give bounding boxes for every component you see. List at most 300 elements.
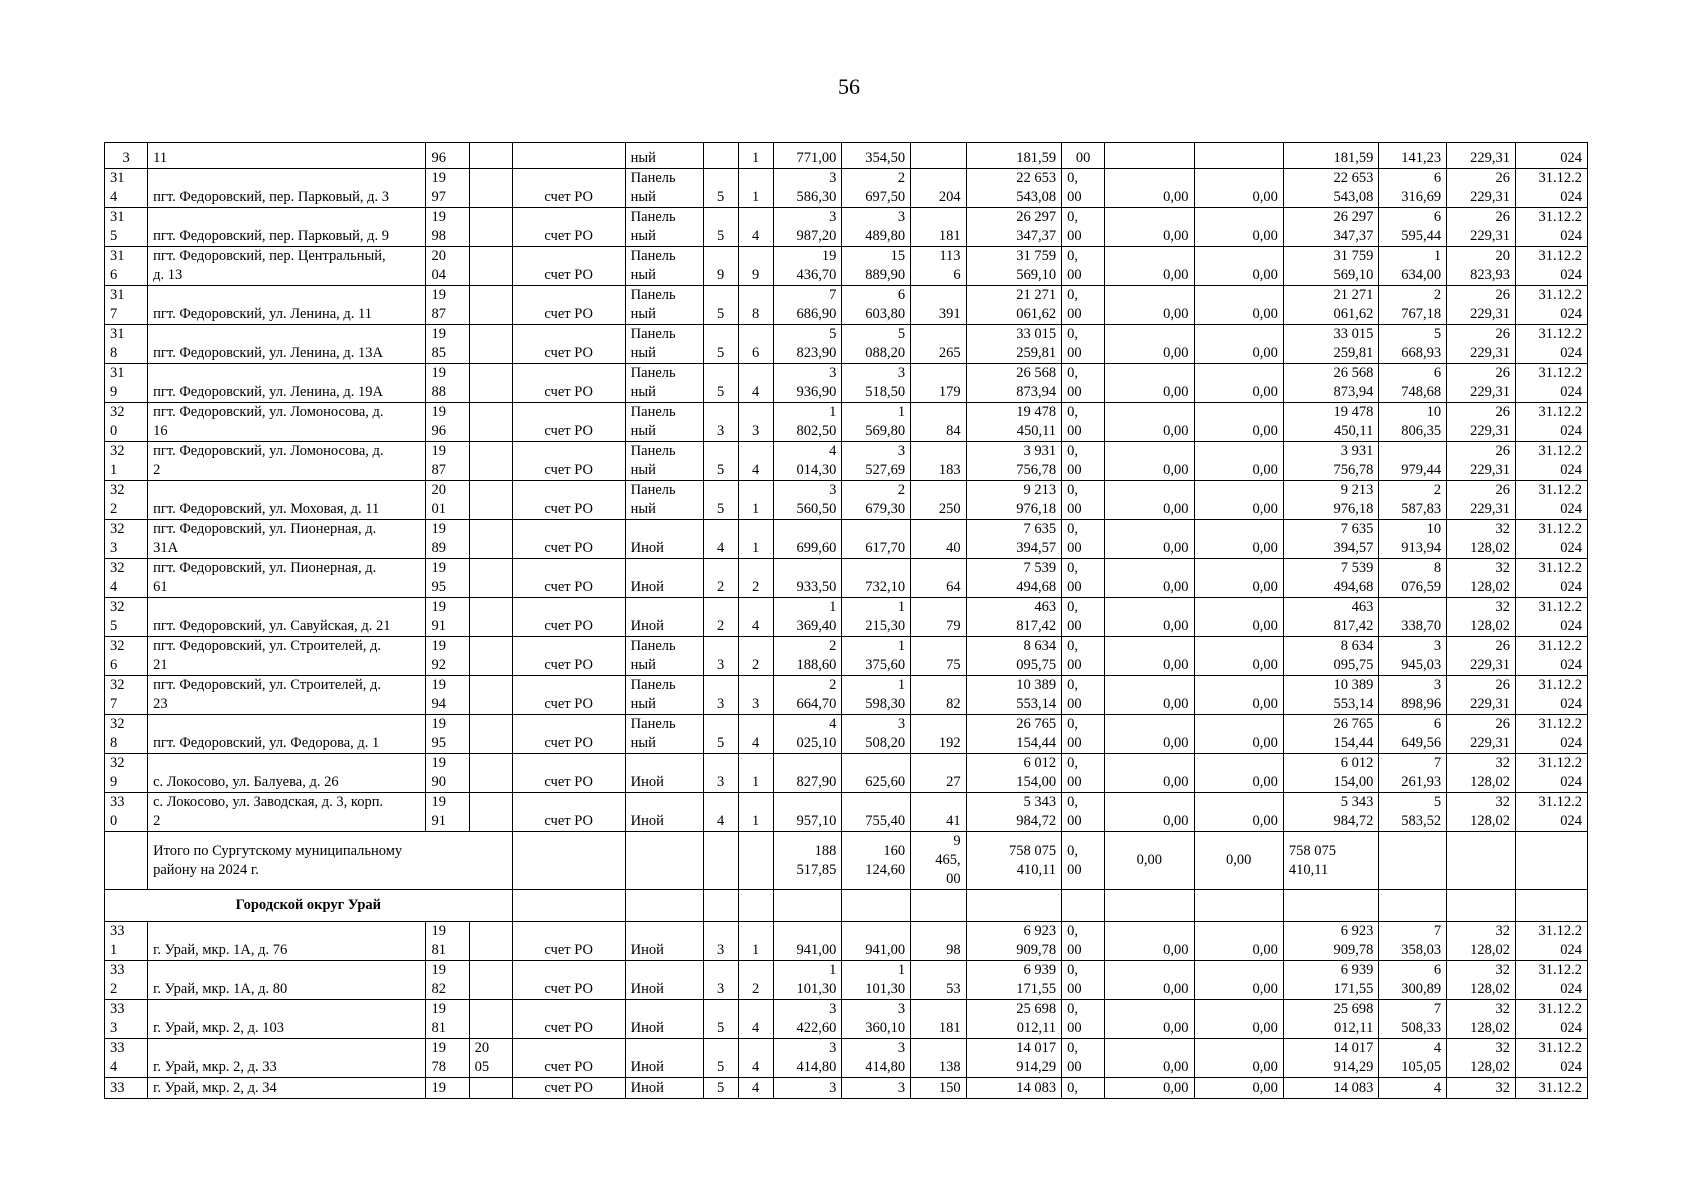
table-row [105,208,1588,247]
table-cell: 181,59 [966,143,1062,169]
total-area-cell: 2 664,70 [773,676,842,715]
deadline-cell: 31.12.2 024 [1515,961,1587,1000]
unit-cost-cell: 4 105,05 [1379,1039,1447,1078]
fund-method-cell: счет РО [512,364,625,403]
total-area-cell: 933,50 [773,559,842,598]
registry-body [105,143,1588,1099]
residents-cell: 113 6 [911,247,966,286]
row-number-cell: 31 8 [105,325,148,364]
deadline-cell: 31.12.2 024 [1515,364,1587,403]
year-renovated-cell [469,793,512,832]
deadline-cell: 31.12.2 024 [1515,922,1587,961]
entrances-cell: 4 [738,208,773,247]
entrances-cell: 4 [738,364,773,403]
wall-material-cell: Панель ный [625,208,703,247]
table-cell: 141,23 [1379,143,1447,169]
year-renovated-cell [469,961,512,1000]
living-area-cell: 3 414,80 [842,1039,911,1078]
year-built-cell: 19 81 [426,922,469,961]
address-cell: пгт. Федоровский, пер. Парковый, д. 9 [148,208,426,247]
cost-cell: 0,00 [1194,481,1283,520]
row-number-cell: 33 3 [105,1000,148,1039]
table-cell: 3 [842,1078,911,1099]
entrances-cell: 2 [738,637,773,676]
floors-cell: 3 [703,676,738,715]
floors-cell: 5 [703,442,738,481]
total-area-cell: 3 560,50 [773,481,842,520]
owners-funds-cell: 758 075 410,11 [1283,832,1379,890]
repair-cost-cell: 26 765 154,44 [966,715,1062,754]
living-area-cell: 2 679,30 [842,481,911,520]
max-unit-cost-cell: 26 229,31 [1447,676,1516,715]
entrances-cell: 1 [738,169,773,208]
table-row [105,520,1588,559]
unit-cost-cell: 1 634,00 [1379,247,1447,286]
residents-cell: 75 [911,637,966,676]
unit-cost-cell: 7 358,03 [1379,922,1447,961]
row-number-cell: 32 6 [105,637,148,676]
cost-cell: 0,00 [1105,754,1194,793]
repair-cost-cell: 25 698 012,11 [966,1000,1062,1039]
row-number-cell: 32 8 [105,715,148,754]
entrances-cell: 1 [738,754,773,793]
address-cell: пгт. Федоровский, ул. Пионерная, д. 31А [148,520,426,559]
total-area-cell: 2 188,60 [773,637,842,676]
max-unit-cost-cell: 26 229,31 [1447,286,1516,325]
repair-cost-cell: 26 568 873,94 [966,364,1062,403]
address-cell: пгт. Федоровский, ул. Федорова, д. 1 [148,715,426,754]
residents-cell: 64 [911,559,966,598]
table-cell [1194,143,1283,169]
year-built-cell: 19 89 [426,520,469,559]
section-row [105,890,1588,922]
deadline-cell: 31.12.2 024 [1515,754,1587,793]
year-built-cell: 19 91 [426,793,469,832]
cost-share-cell: 0, 00 [1062,1039,1105,1078]
year-built-cell: 19 87 [426,442,469,481]
table-row [105,403,1588,442]
table-cell: 32 [1447,1078,1516,1099]
cost-cell: 0,00 [1194,169,1283,208]
cost-cell: 0,00 [1105,961,1194,1000]
table-cell [469,143,512,169]
deadline-cell: 31.12.2 024 [1515,286,1587,325]
floors-cell: 5 [703,325,738,364]
owners-funds-cell: 22 653 543,08 [1283,169,1379,208]
residents-cell: 98 [911,922,966,961]
fund-method-cell: счет РО [512,286,625,325]
living-area-cell: 1 375,60 [842,637,911,676]
entrances-cell: 4 [738,598,773,637]
table-cell [1105,143,1194,169]
year-renovated-cell [469,676,512,715]
max-unit-cost-cell: 32 128,02 [1447,961,1516,1000]
address-cell: г. Урай, мкр. 2, д. 103 [148,1000,426,1039]
year-renovated-cell [469,442,512,481]
residents-cell: 179 [911,364,966,403]
deadline-cell: 31.12.2 024 [1515,325,1587,364]
total-area-cell: 5 823,90 [773,325,842,364]
table-cell: 354,50 [842,143,911,169]
year-renovated-cell [469,325,512,364]
table-cell [1105,890,1194,922]
repair-cost-cell: 758 075 410,11 [966,832,1062,890]
year-renovated-cell [469,637,512,676]
residents-cell: 192 [911,715,966,754]
living-area-cell: 3 489,80 [842,208,911,247]
table-row [105,676,1588,715]
total-area-cell: 1 369,40 [773,598,842,637]
wall-material-cell: Панель ный [625,676,703,715]
row-number-cell: 32 0 [105,403,148,442]
cost-cell: 0,00 [1194,442,1283,481]
cost-cell: 0,00 [1194,520,1283,559]
entrances-cell: 4 [738,715,773,754]
table-cell [703,143,738,169]
table-cell [1515,890,1587,922]
deadline-cell: 31.12.2 024 [1515,520,1587,559]
owners-funds-cell: 19 478 450,11 [1283,403,1379,442]
living-area-cell: 6 603,80 [842,286,911,325]
residents-cell: 41 [911,793,966,832]
table-row [105,1039,1588,1078]
address-cell: г. Урай, мкр. 1А, д. 76 [148,922,426,961]
wall-material-cell: Панель ный [625,403,703,442]
cost-cell: 0,00 [1105,286,1194,325]
cost-cell: 0,00 [1105,247,1194,286]
wall-material-cell: Панель ный [625,637,703,676]
table-cell [1379,890,1447,922]
year-built-cell: 19 82 [426,961,469,1000]
wall-material-cell: Иной [625,520,703,559]
repair-cost-cell: 22 653 543,08 [966,169,1062,208]
table-row [105,922,1588,961]
cost-share-cell: 0, 00 [1062,208,1105,247]
wall-material-cell: Панель ный [625,247,703,286]
wall-material-cell: Иной [625,598,703,637]
year-built-cell: 19 97 [426,169,469,208]
unit-cost-cell: 6 748,68 [1379,364,1447,403]
table-cell: 96 [426,143,469,169]
total-area-cell: 957,10 [773,793,842,832]
residents-cell: 265 [911,325,966,364]
fund-method-cell: счет РО [512,403,625,442]
cost-share-cell: 0, 00 [1062,832,1105,890]
year-built-cell: 20 01 [426,481,469,520]
residents-cell: 250 [911,481,966,520]
entrances-cell: 2 [738,961,773,1000]
total-area-cell: 3 987,20 [773,208,842,247]
table-cell: 1 [738,143,773,169]
row-number-cell: 33 2 [105,961,148,1000]
cost-cell: 0,00 [1105,481,1194,520]
table-cell: ный [625,143,703,169]
table-cell [1379,832,1447,890]
living-area-cell: 617,70 [842,520,911,559]
residents-cell: 138 [911,1039,966,1078]
floors-cell: 3 [703,922,738,961]
address-cell: пгт. Федоровский, пер. Парковый, д. 3 [148,169,426,208]
cost-cell: 0,00 [1194,403,1283,442]
deadline-cell: 31.12.2 024 [1515,559,1587,598]
fund-method-cell: счет РО [512,793,625,832]
owners-funds-cell: 8 634 095,75 [1283,637,1379,676]
deadline-cell: 31.12.2 024 [1515,1039,1587,1078]
unit-cost-cell: 338,70 [1379,598,1447,637]
row-number-cell: 32 7 [105,676,148,715]
cost-cell: 0,00 [1194,715,1283,754]
cost-share-cell: 0, 00 [1062,559,1105,598]
owners-funds-cell: 7 539 494,68 [1283,559,1379,598]
table-cell [625,832,703,890]
fund-method-cell: счет РО [512,1000,625,1039]
entrances-cell: 8 [738,286,773,325]
year-renovated-cell [469,754,512,793]
floors-cell: 3 [703,637,738,676]
total-area-cell: 1 802,50 [773,403,842,442]
cost-cell: 0,00 [1105,715,1194,754]
residents-cell: 204 [911,169,966,208]
year-built-cell: 19 85 [426,325,469,364]
cost-cell: 0,00 [1194,793,1283,832]
fund-method-cell: счет РО [512,169,625,208]
table-cell [842,890,911,922]
table-row [105,598,1588,637]
total-area-cell: 3 422,60 [773,1000,842,1039]
max-unit-cost-cell: 26 229,31 [1447,325,1516,364]
cost-cell: 0,00 [1194,286,1283,325]
owners-funds-cell: 26 568 873,94 [1283,364,1379,403]
table-cell: 31.12.2 [1515,1078,1587,1099]
deadline-cell: 31.12.2 024 [1515,481,1587,520]
cost-share-cell: 0, 00 [1062,961,1105,1000]
living-area-cell: 1 569,80 [842,403,911,442]
max-unit-cost-cell: 32 128,02 [1447,793,1516,832]
wall-material-cell: Панель ный [625,325,703,364]
repair-cost-cell: 3 931 756,78 [966,442,1062,481]
unit-cost-cell: 8 076,59 [1379,559,1447,598]
living-area-cell: 732,10 [842,559,911,598]
address-cell: пгт. Федоровский, ул. Ломоносова, д. 16 [148,403,426,442]
deadline-cell: 31.12.2 024 [1515,598,1587,637]
max-unit-cost-cell: 32 128,02 [1447,922,1516,961]
living-area-cell: 1 215,30 [842,598,911,637]
entrances-cell: 4 [738,1039,773,1078]
unit-cost-cell: 979,44 [1379,442,1447,481]
unit-cost-cell: 2 587,83 [1379,481,1447,520]
year-renovated-cell [469,715,512,754]
residents-cell: 79 [911,598,966,637]
row-number-cell: 31 7 [105,286,148,325]
repair-cost-cell: 6 939 171,55 [966,961,1062,1000]
max-unit-cost-cell: 32 128,02 [1447,1000,1516,1039]
cost-cell: 0,00 [1105,832,1194,890]
year-built-cell: 20 04 [426,247,469,286]
unit-cost-cell: 3 898,96 [1379,676,1447,715]
address-cell: г. Урай, мкр. 1А, д. 80 [148,961,426,1000]
fund-method-cell: счет РО [512,754,625,793]
table-row [105,286,1588,325]
table-cell: 150 [911,1078,966,1099]
cost-cell: 0,00 [1194,961,1283,1000]
living-area-cell: 3 518,50 [842,364,911,403]
total-area-cell: 3 586,30 [773,169,842,208]
owners-funds-cell: 9 213 976,18 [1283,481,1379,520]
unit-cost-cell: 6 316,69 [1379,169,1447,208]
address-cell: пгт. Федоровский, ул. Моховая, д. 11 [148,481,426,520]
table-cell [1062,890,1105,922]
living-area-cell: 625,60 [842,754,911,793]
row-number-cell: 33 1 [105,922,148,961]
year-built-cell: 19 96 [426,403,469,442]
table-cell [773,890,842,922]
unit-cost-cell: 2 767,18 [1379,286,1447,325]
cost-share-cell: 0, 00 [1062,520,1105,559]
table-cell: 4 [738,1078,773,1099]
cost-share-cell: 0, 00 [1062,442,1105,481]
year-built-cell: 19 90 [426,754,469,793]
max-unit-cost-cell: 32 128,02 [1447,520,1516,559]
deadline-cell: 31.12.2 024 [1515,442,1587,481]
table-cell [1283,890,1379,922]
cost-cell: 0,00 [1194,208,1283,247]
row-number-cell: 32 2 [105,481,148,520]
cost-cell: 0,00 [1105,403,1194,442]
living-area-cell: 160 124,60 [842,832,911,890]
fund-method-cell: счет РО [512,208,625,247]
cost-cell: 0,00 [1194,364,1283,403]
cost-cell: 0,00 [1194,922,1283,961]
wall-material-cell: Иной [625,754,703,793]
fund-method-cell: счет РО [512,442,625,481]
cost-share-cell: 0, 00 [1062,676,1105,715]
table-cell: 33 [105,1078,148,1099]
repair-cost-cell: 33 015 259,81 [966,325,1062,364]
owners-funds-cell: 33 015 259,81 [1283,325,1379,364]
living-area-cell: 755,40 [842,793,911,832]
address-cell: пгт. Федоровский, пер. Центральный, д. 13 [148,247,426,286]
table-cell: 3 [773,1078,842,1099]
address-cell: с. Локосово, ул. Балуева, д. 26 [148,754,426,793]
table-cell [512,832,625,890]
table-row [105,325,1588,364]
year-renovated-cell [469,286,512,325]
living-area-cell: 3 527,69 [842,442,911,481]
deadline-cell: 31.12.2 024 [1515,208,1587,247]
wall-material-cell: Иной [625,922,703,961]
cost-cell: 0,00 [1105,637,1194,676]
cost-share-cell: 0, 00 [1062,793,1105,832]
repair-cost-cell: 9 213 976,18 [966,481,1062,520]
residents-cell: 40 [911,520,966,559]
total-area-cell: 4 025,10 [773,715,842,754]
total-area-cell: 827,90 [773,754,842,793]
year-built-cell: 19 78 [426,1039,469,1078]
cost-share-cell: 0, 00 [1062,169,1105,208]
total-area-cell: 941,00 [773,922,842,961]
table-cell: 14 083 [1283,1078,1379,1099]
max-unit-cost-cell: 26 229,31 [1447,169,1516,208]
repair-cost-cell: 6 012 154,00 [966,754,1062,793]
total-area-cell: 699,60 [773,520,842,559]
table-cell [512,890,625,922]
residents-cell: 53 [911,961,966,1000]
row-number-cell: 31 9 [105,364,148,403]
total-area-cell: 188 517,85 [773,832,842,890]
repair-cost-cell: 31 759 569,10 [966,247,1062,286]
table-cell [738,890,773,922]
deadline-cell: 31.12.2 024 [1515,247,1587,286]
repair-cost-cell: 8 634 095,75 [966,637,1062,676]
table-row [105,169,1588,208]
address-cell: пгт. Федоровский, ул. Строителей, д. 21 [148,637,426,676]
year-renovated-cell [469,208,512,247]
residents-cell: 181 [911,1000,966,1039]
cost-share-cell: 0, 00 [1062,403,1105,442]
table-cell: 0,00 [1105,1078,1194,1099]
total-area-cell: 19 436,70 [773,247,842,286]
unit-cost-cell: 6 595,44 [1379,208,1447,247]
max-unit-cost-cell: 26 229,31 [1447,208,1516,247]
year-renovated-cell [469,169,512,208]
table-row [105,715,1588,754]
cost-cell: 0,00 [1105,442,1194,481]
entrances-cell: 4 [738,1000,773,1039]
wall-material-cell: Иной [625,961,703,1000]
address-cell: пгт. Федоровский, ул. Строителей, д. 23 [148,676,426,715]
table-cell: 5 [703,1078,738,1099]
table-cell [966,890,1062,922]
table-cell: 11 [148,143,426,169]
cost-cell: 0,00 [1194,676,1283,715]
floors-cell: 5 [703,364,738,403]
living-area-cell: 2 697,50 [842,169,911,208]
owners-funds-cell: 14 017 914,29 [1283,1039,1379,1078]
unit-cost-cell: 6 300,89 [1379,961,1447,1000]
year-renovated-cell [469,247,512,286]
table-cell: 0, [1062,1078,1105,1099]
registry-table [104,142,1588,1099]
year-renovated-cell [469,520,512,559]
fund-method-cell: счет РО [512,559,625,598]
unit-cost-cell: 5 668,93 [1379,325,1447,364]
cost-cell: 0,00 [1105,793,1194,832]
table-cell [911,890,966,922]
table-cell [703,890,738,922]
cost-cell: 0,00 [1105,325,1194,364]
row-number-cell: 32 1 [105,442,148,481]
address-cell: пгт. Федоровский, ул. Ленина, д. 19А [148,364,426,403]
fund-method-cell: счет РО [512,961,625,1000]
table-row [105,442,1588,481]
owners-funds-cell: 10 389 553,14 [1283,676,1379,715]
cost-share-cell: 0, 00 [1062,481,1105,520]
table-cell: 3 [105,143,148,169]
cost-cell: 0,00 [1194,754,1283,793]
residents-cell: 82 [911,676,966,715]
wall-material-cell: Панель ный [625,364,703,403]
cost-share-cell: 0, 00 [1062,754,1105,793]
table-cell: 229,31 [1447,143,1516,169]
table-row [105,961,1588,1000]
cost-cell: 0,00 [1194,1039,1283,1078]
max-unit-cost-cell: 32 128,02 [1447,598,1516,637]
repair-cost-cell: 463 817,42 [966,598,1062,637]
fund-method-cell: счет РО [512,325,625,364]
year-built-cell: 19 95 [426,559,469,598]
owners-funds-cell: 21 271 061,62 [1283,286,1379,325]
section-title: Городской округ Урай [105,890,513,922]
